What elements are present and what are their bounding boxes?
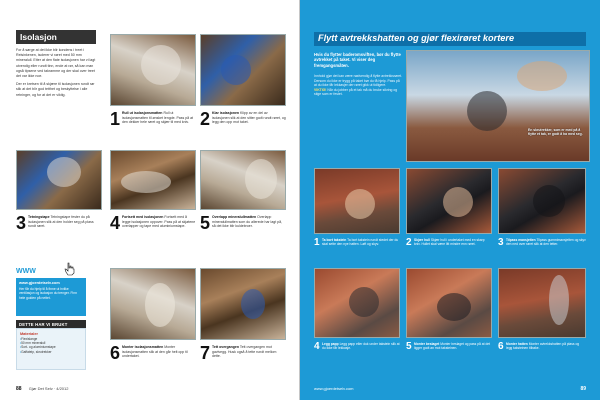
intro-paragraph: For å sørge at det ikke blir kondens i treet i Reisinkenen, isolerer vi røret med 50 mm mineralull. Etter at den flate isolasjonen har vi lagt utvendig eller rundt tinn, ende at rør, så kan man også tipsene ved takramme og der skal over treet det var ikke noe. <box>16 48 96 79</box>
step-r1-photo <box>314 168 400 234</box>
step-r3-number: 3 <box>498 237 504 248</box>
step-r2-photo <box>406 168 492 234</box>
right-intro: Hvis du flytter baderomsviften, bør du flytte avtrekket på taket. Vi viser deg fremgangsmåten. <box>314 52 401 68</box>
step-5-photo <box>200 150 286 210</box>
step-r1-number: 1 <box>314 237 320 248</box>
materials-box <box>16 328 86 370</box>
step-r4-text <box>322 342 400 351</box>
materials-item: • Gaffateip, skrutrekker <box>20 350 82 354</box>
tip-label: VIKTIG! <box>314 87 327 92</box>
right-title: Flytt avtrekkshatten og gjør flexirøret kortere <box>318 33 515 43</box>
step-r6-title: Monter hatten <box>506 342 528 346</box>
materials-subheading: Materialer <box>20 332 38 336</box>
left-page-number: 88 <box>16 386 22 392</box>
step-4-number: 4 <box>110 213 121 233</box>
step-3-text <box>28 215 102 229</box>
step-r5-title: Monter beslaget <box>414 342 440 346</box>
left-magazine-name: Gjør Det Selv · 4/2012 <box>28 386 69 391</box>
right-page <box>300 0 600 400</box>
step-6-number: 6 <box>110 343 121 363</box>
step-r4-title: Legg papp <box>322 342 339 346</box>
step-4-title: Fortsett med isolasjonen <box>122 215 164 219</box>
right-folio-site: www.gjoerdetselv.com <box>314 386 354 391</box>
step-3-number: 3 <box>16 213 27 233</box>
step-r1-text <box>322 238 400 247</box>
step-2-body: Klipp av en del av isolasjonen slik at den sitter godt rundt røret, og legg den opp mot taket. <box>212 111 286 125</box>
step-r4-photo <box>314 268 400 338</box>
www-link[interactable]: www.gjoerdetselv.com <box>19 281 60 285</box>
section-title: Isolasjon <box>16 30 96 44</box>
main-photo <box>406 50 590 162</box>
step-r5-photo <box>406 268 492 338</box>
materials-item: • Flexislange <box>20 337 82 341</box>
step-4-body: Fortsett med å legge isolasjonen oppover. Pass på at skjøtene overlapper og tape med aluminiumstape. <box>122 215 196 229</box>
step-1-text <box>122 111 196 125</box>
left-folio <box>16 386 68 392</box>
materials-item: • Sort- og aluminiumstape <box>20 345 82 349</box>
step-r6-number: 6 <box>498 341 504 352</box>
step-r3-title: Tilpass mansjetten <box>506 238 536 242</box>
step-5-text <box>212 215 286 229</box>
step-2-photo <box>200 34 286 106</box>
step-1-number: 1 <box>110 109 121 129</box>
step-7-text <box>212 345 286 359</box>
step-1-photo <box>110 34 196 106</box>
step-2-title: Klar isolasjonen <box>212 111 240 115</box>
step-r3-body: Tilpass gummimansjetten og skyv den ned over røret slik at den tetter. <box>506 238 586 247</box>
step-4-photo <box>110 150 196 210</box>
step-6-text <box>122 345 196 359</box>
step-5-title: Overlapp mineralullmatten <box>212 215 257 219</box>
step-6-title: Monter isolasjonsmatten <box>122 345 164 349</box>
step-6-body: Monter isolasjonsmatten slik at den går helt opp til undertaket. <box>122 345 188 359</box>
step-r6-text <box>506 342 586 351</box>
right-body-text: Innhold gjør det kan være nødvendig å flytte avtrekksrøret. Dersom du ikke er trygg på taket bør du få hjelp. Pass på at du ikke får lekkasjer der røret gikk ut tidligere. <box>314 74 403 87</box>
www-box <box>16 278 86 316</box>
step-r6-body: Monter avtrekkshatten på plass og legg taksteinen tilbake. <box>506 342 580 351</box>
main-photo-caption: En skrutrekker, som er med på å flytte et tak, er godt å ha med seg. <box>528 128 583 137</box>
step-r1-body: Ta bort takstein rundt stedet der du skal sette den nye hatten. Løft og skyv. <box>322 238 399 247</box>
step-3-photo <box>16 150 102 210</box>
right-folio <box>574 386 586 392</box>
step-6-photo <box>110 268 196 340</box>
step-3-body: Tetningstape fester du på isolasjonen slik at den holder seg på plass rundt røret. <box>28 215 94 229</box>
step-5-number: 5 <box>200 213 211 233</box>
step-r4-number: 4 <box>314 341 320 352</box>
step-4-text <box>122 215 196 229</box>
materials-heading: DETTE HAR VI BRUKT <box>16 320 86 328</box>
intro-paragraph: Der er kretsen til å skjære til isolasjonen rundt rør slik at det blir god tetthet og beskyttelse i alle retninger, og for at det er viktig. <box>16 82 95 97</box>
step-r5-number: 5 <box>406 341 412 352</box>
step-2-text <box>212 111 286 125</box>
step-3-title: Tetningstape <box>28 215 50 219</box>
step-r2-number: 2 <box>406 237 412 248</box>
step-r4-body: Legg papp eller duk under takstein slik at du ikke får lekkasje. <box>322 342 400 351</box>
tip-text: Når du jobber på et tak må du bruke sikring og stige som er festet. <box>314 87 398 96</box>
materials-item: • 50 mm mineralull <box>20 341 82 345</box>
step-2-number: 2 <box>200 109 211 129</box>
right-body <box>314 74 402 97</box>
step-r6-photo <box>498 268 586 338</box>
step-7-photo <box>200 268 286 340</box>
hand-cursor-icon <box>64 262 76 276</box>
right-page-number: 89 <box>580 386 586 392</box>
step-7-title: Tett overgangen <box>212 345 239 349</box>
step-1-title: Rull ut isolasjonsmatten <box>122 111 163 115</box>
step-7-body: Tett overgangen mot gavlvegg. Husk også å tette rundt mellom dette. <box>212 345 277 359</box>
step-r1-title: Ta bort takstein <box>322 238 347 242</box>
intro-text <box>16 48 99 98</box>
step-7-number: 7 <box>200 343 211 363</box>
step-r3-text <box>506 238 586 247</box>
www-text: Her får du hjelp til å finne ut hvilke ventilasjon og isolasjon du trenger. Finn hele guiden på nettet. <box>19 287 77 300</box>
step-r2-body: Skjær hull i undertaket med en skarp kniv. Hullet skal være litt mindre enn røret. <box>414 238 485 247</box>
step-5-body: Overlapp mineralullmatten som du allerede har lagt på, så det ikke blir kuldebroer. <box>212 215 283 229</box>
step-r2-title: Skjær hull <box>414 238 430 242</box>
step-1-body: Rull ut isolasjonsmatten til ønsket lengde. Pass på at den dekker hele røret og skjær til med kniv. <box>122 111 194 125</box>
step-r3-photo <box>498 168 586 234</box>
step-r2-text <box>414 238 492 247</box>
www-heading: WWW <box>16 268 36 275</box>
step-r5-text <box>414 342 492 351</box>
step-r5-body: Monter beslaget og pass på at det ligger godt an mot taksteinen. <box>414 342 491 351</box>
